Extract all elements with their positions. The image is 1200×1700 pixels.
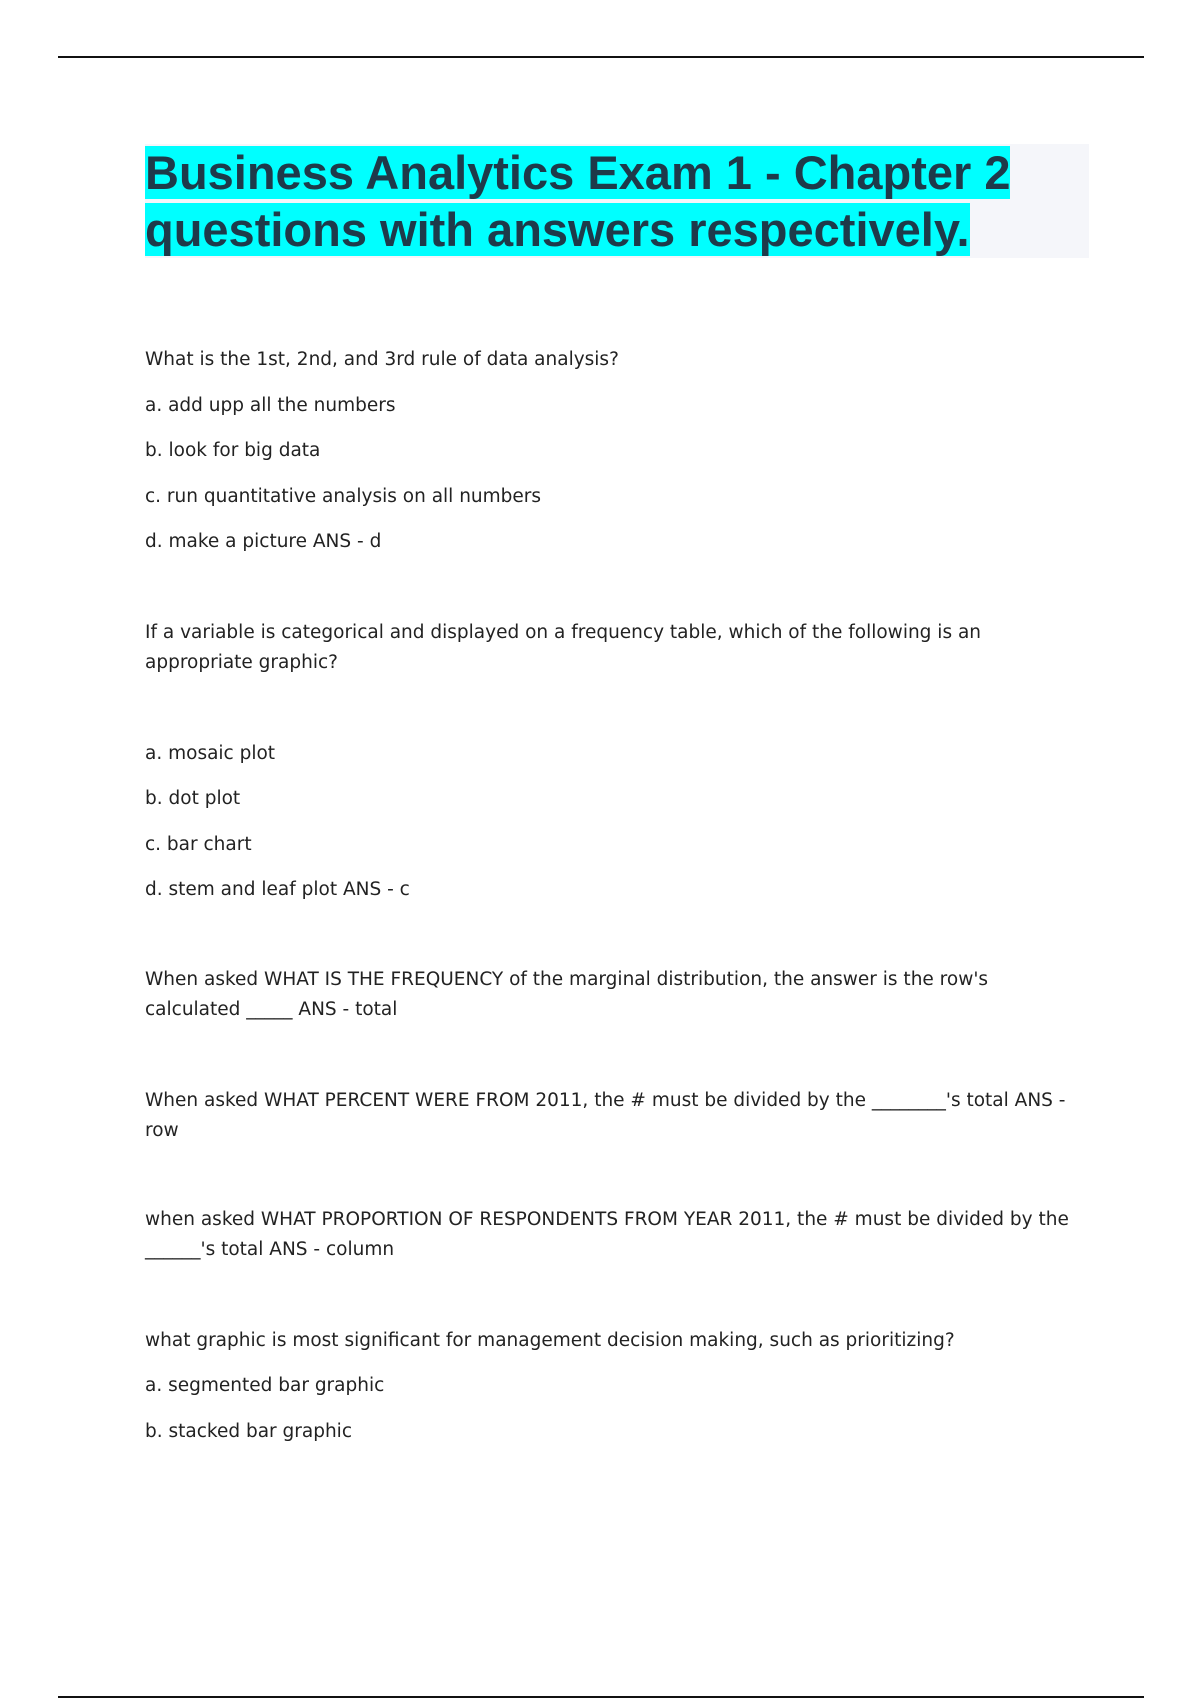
q1-option-a: a. add upp all the numbers [145,395,396,416]
q2-option-b: b. dot plot [145,788,241,809]
q1-question: What is the 1st, 2nd, and 3rd rule of data analysis? [145,349,619,370]
title-block [145,144,1089,258]
title-highlight: Business Analytics Exam 1 - Chapter 2 questions with answers respectively. [145,146,1011,256]
q1-option-c: c. run quantitative analysis on all numbers [145,486,542,507]
q1-option-d: d. make a picture ANS - d [145,531,382,552]
q2-option-d: d. stem and leaf plot ANS - c [145,879,410,900]
q6-question: what graphic is most significant for management decision making, such as prioritizing? [145,1330,955,1351]
q3-text: When asked WHAT IS THE FREQUENCY of the marginal distribution, the answer is the row's calculated _____ ANS - total [145,969,989,1020]
q2-question: If a variable is categorical and displayed on a frequency table, which of the following is an appropriate graphic? [145,622,982,673]
q1-option-b: b. look for big data [145,440,321,461]
q5-text: when asked WHAT PROPORTION OF RESPONDENTS FROM YEAR 2011, the # must be divided by the ______'s total ANS - column [145,1209,1069,1260]
document-title [145,144,1089,258]
q4-text: When asked WHAT PERCENT WERE FROM 2011, the # must be divided by the ________'s total ANS - row [145,1090,1066,1141]
q6-option-a: a. segmented bar graphic [145,1375,385,1396]
q6-option-b: b. stacked bar graphic [145,1421,352,1442]
header-rule [58,56,1144,58]
q2-option-c: c. bar chart [145,834,252,855]
footer-rule [58,1696,1144,1698]
q2-option-a: a. mosaic plot [145,743,276,764]
